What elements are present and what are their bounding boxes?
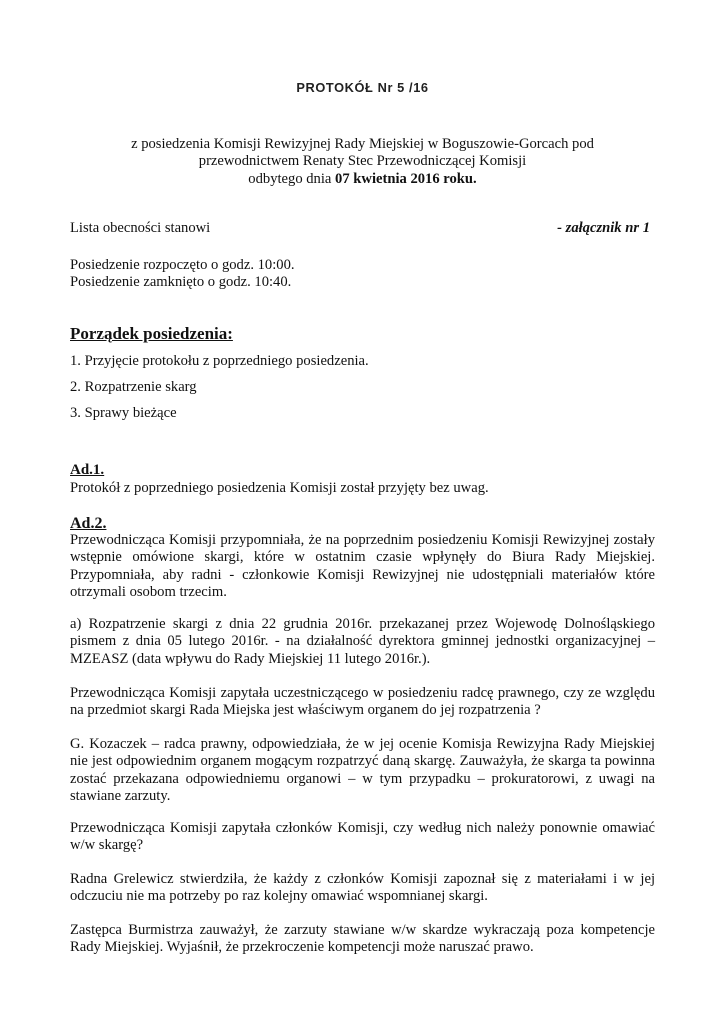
ad2-paragraph-6 (70, 871, 655, 906)
attendance-label: Lista obecności stanowi (70, 220, 211, 236)
attendance-attachment: - załącznik nr 1 (557, 220, 650, 236)
paragraph-line: otrzymali osobom trzecim. (70, 584, 227, 601)
paragraph-line: zostać przekazana odpowiedniemu organowi – w tym przypadku – prokuratorowi, z uwagi na (70, 770, 655, 787)
meeting-times (70, 257, 295, 292)
ad2-paragraph-1 (70, 532, 655, 602)
paragraph-line: w/w skargę? (70, 837, 144, 854)
agenda-item-2: 2. Rozpatrzenie skarg (70, 379, 197, 395)
ad2-paragraph-3 (70, 685, 655, 720)
paragraph-line: Zastępca Burmistrza zauważył, że zarzuty stawiane w/w skardze wykraczają poza kompetencje (70, 922, 655, 938)
paragraph-line: wstępnie omówione skargi, które w ostatnim czasie wpłynęły do Biura Rady Miejskiej. (70, 549, 655, 566)
paragraph-line: a) Rozpatrzenie skargi z dnia 22 grudnia 2016r. przekazanej przez Wojewodę Dolnośląskiego (70, 616, 655, 632)
paragraph-line: Przypomniała, aby radni - członkowie Komisji Rewizyjnej nie udostępniali materiałów które (70, 566, 655, 583)
ad2-paragraph-7 (70, 922, 655, 957)
ad2-paragraph-2 (70, 616, 655, 668)
ad2-paragraph-5 (70, 820, 655, 855)
meeting-date: 07 kwietnia 2016 roku. (335, 170, 477, 187)
paragraph-line: G. Kozaczek – radca prawny, odpowiedziała, że w jej ocenie Komisja Rewizyjna Rady Miejskiej (70, 736, 655, 752)
agenda-heading: Porządek posiedzenia: (70, 324, 233, 343)
ad2-heading: Ad.2. (70, 515, 107, 532)
intro-line-2: przewodnictwem Renaty Stec Przewodniczącej Komisji (198, 153, 527, 170)
ad1-heading: Ad.1. (70, 462, 105, 478)
paragraph-line: Rady Miejskiej. Wyjaśnił, że przekroczenie kompetencji może naruszać prawo. (70, 939, 534, 956)
protocol-title: PROTOKÓŁ Nr 5 /16 (296, 80, 429, 95)
paragraph-line: stawiane zarzuty. (70, 788, 171, 805)
paragraph-line: Przewodnicząca Komisji przypomniała, że na poprzednim posiedzeniu Komisji Rewizyjnej zostały (70, 532, 655, 548)
paragraph-line: nie jest odpowiednim organem mogącym rozpatrzyć daną skargę. Zauważyła, że skarga ta powinna (70, 753, 655, 770)
meeting-end-time: Posiedzenie zamknięto o godz. 10:40. (70, 274, 292, 291)
paragraph-line: Radna Grelewicz stwierdziła, że każdy z członków Komisji zapoznał się z materiałami i w jej (70, 871, 655, 887)
paragraph-line: MZEASZ (data wpływu do Rady Miejskiej 11 lutego 2016r.). (70, 650, 431, 667)
ad1-text: Protokół z poprzedniego posiedzenia Komisji został przyjęty bez uwag. (70, 480, 489, 496)
intro-date-prefix: odbytego dnia (248, 170, 336, 187)
paragraph-line: Przewodnicząca Komisji zapytała członków Komisji, czy według nich należy ponownie omawiać (70, 820, 655, 836)
intro-line-3 (0, 171, 725, 188)
paragraph-line: Przewodnicząca Komisji zapytała uczestniczącego w posiedzeniu radcę prawnego, czy ze względu (70, 685, 655, 701)
agenda-item-3: 3. Sprawy bieżące (70, 405, 177, 421)
ad2-paragraph-4 (70, 736, 655, 806)
paragraph-line: na przedmiot skargi Rada Miejska jest właściwym organem do jej rozpatrzenia ? (70, 702, 541, 719)
agenda-item-1: 1. Przyjęcie protokołu z poprzedniego posiedzenia. (70, 353, 369, 369)
meeting-start-time: Posiedzenie rozpoczęto o godz. 10:00. (70, 257, 295, 273)
intro-line-1: z posiedzenia Komisji Rewizyjnej Rady Miejskiej w Boguszowie-Gorcach pod (131, 136, 594, 152)
paragraph-line: pismem z dnia 05 lutego 2016r. - na działalność dyrektora gminnej jednostki organizacyjnej – (70, 633, 655, 650)
paragraph-line: odczuciu nie ma potrzeby po raz kolejny omawiać wspomnianej skargi. (70, 888, 488, 905)
intro-block (0, 136, 725, 188)
